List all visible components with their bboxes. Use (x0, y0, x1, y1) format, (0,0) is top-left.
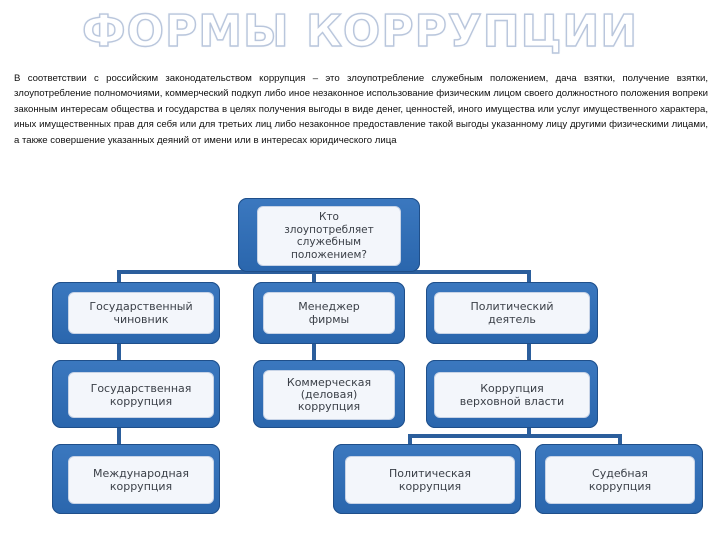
connector-form3-bus (408, 434, 622, 438)
form-node-commercial: Коммерческая (деловая) коррупция (263, 370, 395, 420)
connector-form1-subform1 (117, 426, 121, 446)
subform-node-judicial: Судебная коррупция (545, 456, 695, 504)
subform-node-political: Политическая коррупция (345, 456, 515, 504)
form-node-supreme-power: Коррупция верховной власти (434, 372, 590, 418)
subform-node-international: Международная коррупция (68, 456, 214, 504)
intro-paragraph: В соответствии с российским законодательством коррупция – это злоупотребление служебным положением, дача взятки, получение взятки, злоупотребление полномочиями, коммерческий подкуп либо иное незаконное использование физическим лицом своего должностного положения вопреки законным интересам общества и государства в целях получения выгоды в виде денег, ценностей, иного имущества или услуг имущественного характера, иных имущественных прав для себя или для третьих лиц либо незаконное предоставление такой выгоды указанному лицу другими физическими лицами, а также совершение указанных деяний от имени или в интересах юридического лица (14, 73, 708, 146)
page-title: ФОРМЫ КОРРУПЦИИ (81, 6, 639, 57)
connector-subject2-form2 (312, 342, 316, 362)
connector-subject3-form3 (527, 342, 531, 362)
connector-subject1-form1 (117, 342, 121, 362)
subject-node-manager: Менеджер фирмы (263, 292, 395, 334)
form-node-state: Государственная коррупция (68, 372, 214, 418)
subject-node-politician: Политический деятель (434, 292, 590, 334)
subject-node-official: Государственный чиновник (68, 292, 214, 334)
root-node: Кто злоупотребляет служебным положением? (257, 206, 401, 266)
